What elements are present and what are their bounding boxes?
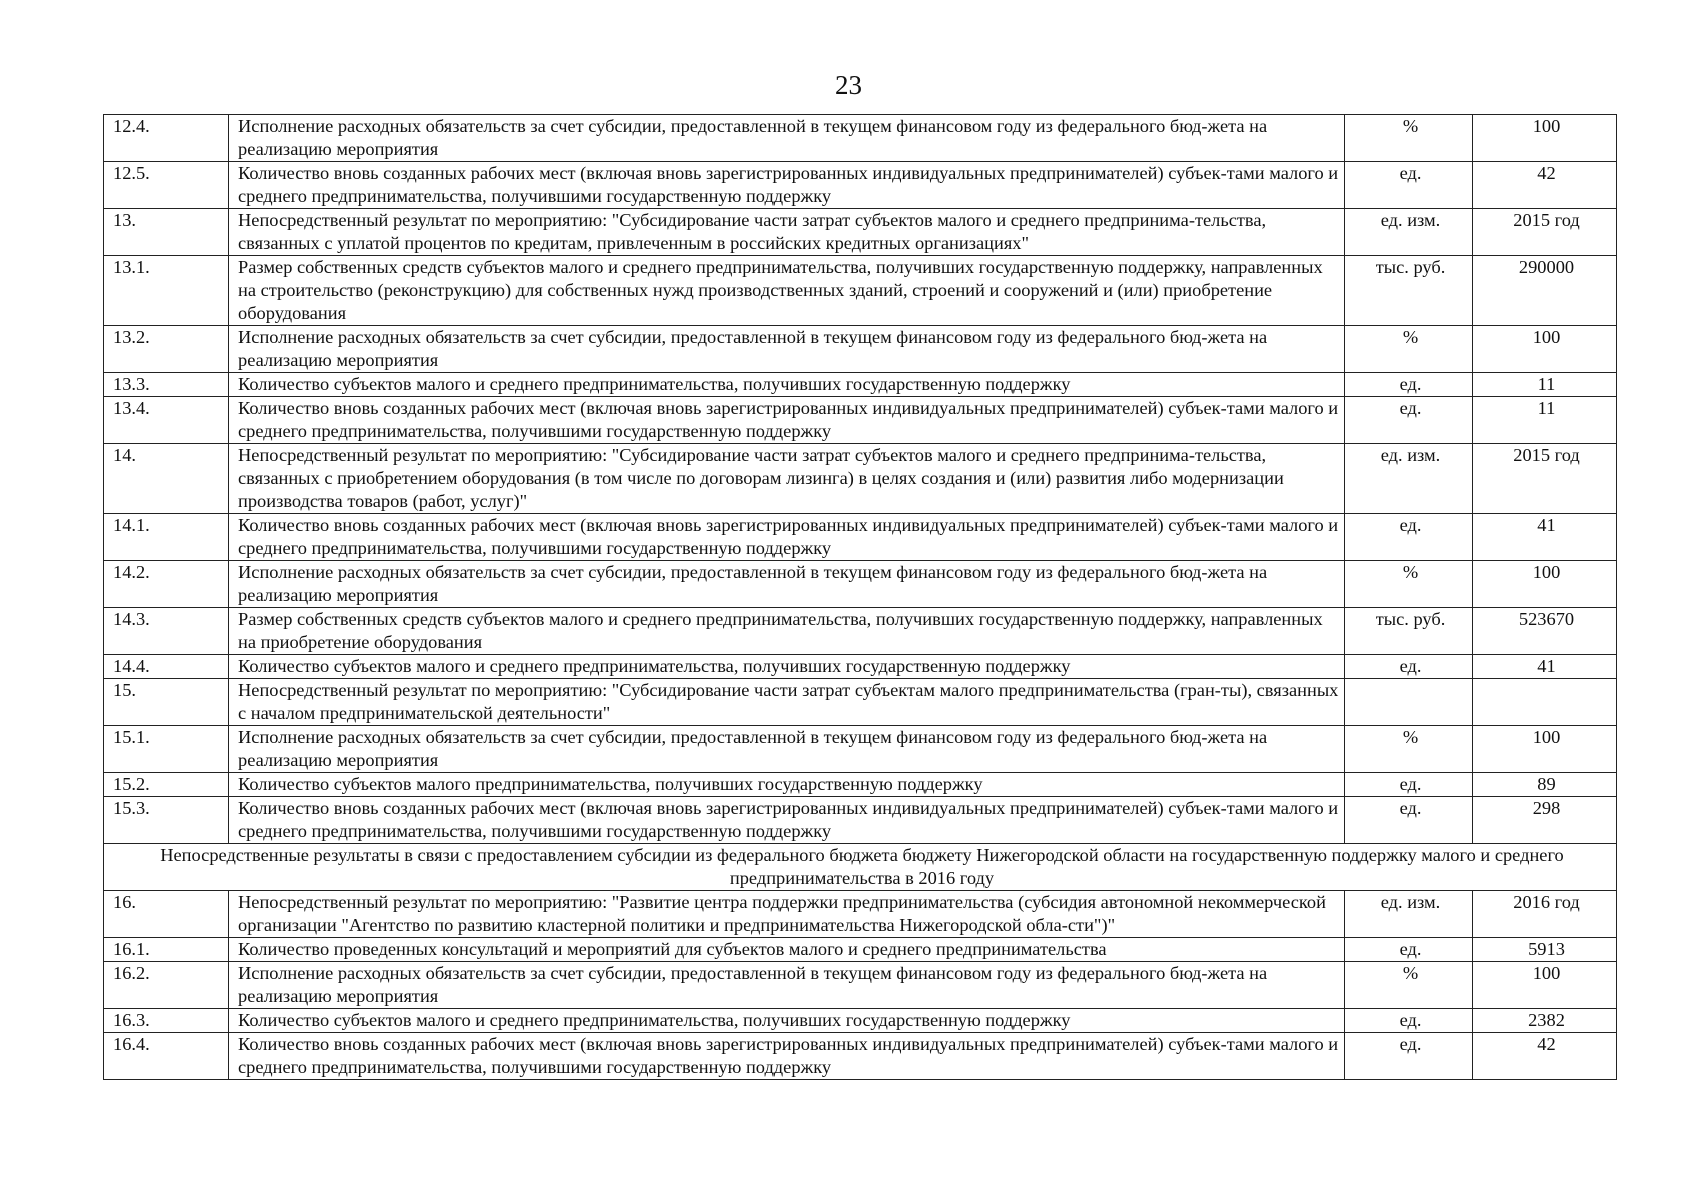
unit-cell: % <box>1345 962 1473 1009</box>
results-table-body <box>104 115 1617 1080</box>
value-cell: 11 <box>1473 397 1617 444</box>
row-number: 14.2. <box>104 561 229 608</box>
row-number: 16.4. <box>104 1033 229 1080</box>
table-row <box>104 326 1617 373</box>
page-number: 23 <box>835 70 862 100</box>
table-row <box>104 397 1617 444</box>
table-row <box>104 162 1617 209</box>
unit-cell: ед. <box>1345 655 1473 679</box>
value-cell: 100 <box>1473 561 1617 608</box>
unit-cell: ед. <box>1345 1033 1473 1080</box>
unit-cell: ед. изм. <box>1345 444 1473 514</box>
row-number: 14.1. <box>104 514 229 561</box>
results-table <box>103 114 1617 1080</box>
unit-cell: % <box>1345 115 1473 162</box>
unit-cell: ед. <box>1345 938 1473 962</box>
value-cell: 42 <box>1473 1033 1617 1080</box>
indicator-text: Исполнение расходных обязательств за счет субсидии, предоставленной в текущем финансовом году из федерального бюд-жета на реализацию мероприятия <box>229 561 1345 608</box>
indicator-text: Непосредственный результат по мероприятию: "Субсидирование части затрат субъектов малого и среднего предпринима-тельства, связанных с приобретением оборудования (в том числе по договорам лизинга) в целях создания и (или) развития либо модернизации производства товаров (работ, услуг)" <box>229 444 1345 514</box>
table-row <box>104 1033 1617 1080</box>
value-cell: 290000 <box>1473 256 1617 326</box>
indicator-text: Количество субъектов малого и среднего предпринимательства, получивших государственную поддержку <box>229 1009 1345 1033</box>
value-cell: 41 <box>1473 655 1617 679</box>
indicator-text: Исполнение расходных обязательств за счет субсидии, предоставленной в текущем финансовом году из федерального бюд-жета на реализацию мероприятия <box>229 962 1345 1009</box>
indicator-text: Размер собственных средств субъектов малого и среднего предпринимательства, получивших государственную поддержку, направленных на строительство (реконструкцию) для собственных нужд производственных зданий, строений и сооружений и (или) приобретение оборудования <box>229 256 1345 326</box>
table-row <box>104 773 1617 797</box>
row-number: 15.3. <box>104 797 229 844</box>
indicator-text: Непосредственный результат по мероприятию: "Субсидирование части затрат субъектов малого и среднего предпринима-тельства, связанных с уплатой процентов по кредитам, привлеченным в российских кредитных организациях" <box>229 209 1345 256</box>
section-header-row <box>104 844 1617 891</box>
table-row <box>104 891 1617 938</box>
row-number: 13.1. <box>104 256 229 326</box>
unit-cell: ед. <box>1345 773 1473 797</box>
row-number: 13.4. <box>104 397 229 444</box>
indicator-text: Количество субъектов малого предпринимательства, получивших государственную поддержку <box>229 773 1345 797</box>
row-number: 13.2. <box>104 326 229 373</box>
indicator-text: Количество проведенных консультаций и мероприятий для субъектов малого и среднего предпринимательства <box>229 938 1345 962</box>
table-row <box>104 514 1617 561</box>
value-cell: 2015 год <box>1473 209 1617 256</box>
row-number: 16.1. <box>104 938 229 962</box>
unit-cell: % <box>1345 326 1473 373</box>
value-cell <box>1473 679 1617 726</box>
value-cell: 41 <box>1473 514 1617 561</box>
indicator-text: Количество вновь созданных рабочих мест (включая вновь зарегистрированных индивидуальных предпринимателей) субъек-тами малого и среднего предпринимательства, получившими государственную поддержку <box>229 514 1345 561</box>
indicator-text: Количество вновь созданных рабочих мест (включая вновь зарегистрированных индивидуальных предпринимателей) субъек-тами малого и среднего предпринимательства, получившими государственную поддержку <box>229 1033 1345 1080</box>
table-row <box>104 561 1617 608</box>
row-number: 15.1. <box>104 726 229 773</box>
row-number: 15. <box>104 679 229 726</box>
row-number: 16.3. <box>104 1009 229 1033</box>
row-number: 12.4. <box>104 115 229 162</box>
row-number: 16.2. <box>104 962 229 1009</box>
table-row <box>104 608 1617 655</box>
indicator-text: Количество вновь созданных рабочих мест (включая вновь зарегистрированных индивидуальных предпринимателей) субъек-тами малого и среднего предпринимательства, получившими государственную поддержку <box>229 397 1345 444</box>
row-number: 13. <box>104 209 229 256</box>
indicator-text: Размер собственных средств субъектов малого и среднего предпринимательства, получивших государственную поддержку, направленных на приобретение оборудования <box>229 608 1345 655</box>
indicator-text: Непосредственный результат по мероприятию: "Субсидирование части затрат субъектам малого предпринимательства (гран-ты), связанных с началом предпринимательской деятельности" <box>229 679 1345 726</box>
indicator-text: Количество субъектов малого и среднего предпринимательства, получивших государственную поддержку <box>229 655 1345 679</box>
unit-cell: % <box>1345 561 1473 608</box>
indicator-text: Количество вновь созданных рабочих мест (включая вновь зарегистрированных индивидуальных предпринимателей) субъек-тами малого и среднего предпринимательства, получившими государственную поддержку <box>229 162 1345 209</box>
value-cell: 100 <box>1473 326 1617 373</box>
unit-cell <box>1345 679 1473 726</box>
row-number: 14. <box>104 444 229 514</box>
indicator-text: Количество вновь созданных рабочих мест (включая вновь зарегистрированных индивидуальных предпринимателей) субъек-тами малого и среднего предпринимательства, получившими государственную поддержку <box>229 797 1345 844</box>
unit-cell: ед. <box>1345 1009 1473 1033</box>
row-number: 12.5. <box>104 162 229 209</box>
table-row <box>104 1009 1617 1033</box>
value-cell: 523670 <box>1473 608 1617 655</box>
table-row <box>104 679 1617 726</box>
value-cell: 42 <box>1473 162 1617 209</box>
unit-cell: ед. <box>1345 397 1473 444</box>
indicator-text: Непосредственный результат по мероприятию: "Развитие центра поддержки предпринимательства (субсидия автономной некоммерческой организации "Агентство по развитию кластерной политики и предпринимательства Нижегородской обла-сти")" <box>229 891 1345 938</box>
unit-cell: тыс. руб. <box>1345 608 1473 655</box>
row-number: 16. <box>104 891 229 938</box>
table-row <box>104 726 1617 773</box>
value-cell: 298 <box>1473 797 1617 844</box>
indicator-text: Исполнение расходных обязательств за счет субсидии, предоставленной в текущем финансовом году из федерального бюд-жета на реализацию мероприятия <box>229 115 1345 162</box>
table-row <box>104 655 1617 679</box>
value-cell: 5913 <box>1473 938 1617 962</box>
value-cell: 11 <box>1473 373 1617 397</box>
value-cell: 89 <box>1473 773 1617 797</box>
unit-cell: % <box>1345 726 1473 773</box>
row-number: 13.3. <box>104 373 229 397</box>
unit-cell: тыс. руб. <box>1345 256 1473 326</box>
value-cell: 2016 год <box>1473 891 1617 938</box>
unit-cell: ед. <box>1345 373 1473 397</box>
table-row <box>104 115 1617 162</box>
indicator-text: Исполнение расходных обязательств за счет субсидии, предоставленной в текущем финансовом году из федерального бюд-жета на реализацию мероприятия <box>229 726 1345 773</box>
value-cell: 2382 <box>1473 1009 1617 1033</box>
unit-cell: ед. <box>1345 514 1473 561</box>
table-row <box>104 209 1617 256</box>
row-number: 15.2. <box>104 773 229 797</box>
unit-cell: ед. <box>1345 162 1473 209</box>
indicator-text: Количество субъектов малого и среднего предпринимательства, получивших государственную поддержку <box>229 373 1345 397</box>
value-cell: 100 <box>1473 726 1617 773</box>
table-row <box>104 962 1617 1009</box>
row-number: 14.3. <box>104 608 229 655</box>
table-row <box>104 256 1617 326</box>
unit-cell: ед. изм. <box>1345 209 1473 256</box>
unit-cell: ед. изм. <box>1345 891 1473 938</box>
indicator-text: Исполнение расходных обязательств за счет субсидии, предоставленной в текущем финансовом году из федерального бюд-жета на реализацию мероприятия <box>229 326 1345 373</box>
table-row <box>104 373 1617 397</box>
table-row <box>104 938 1617 962</box>
table-row <box>104 444 1617 514</box>
value-cell: 100 <box>1473 962 1617 1009</box>
row-number: 14.4. <box>104 655 229 679</box>
value-cell: 2015 год <box>1473 444 1617 514</box>
value-cell: 100 <box>1473 115 1617 162</box>
table-row <box>104 797 1617 844</box>
unit-cell: ед. <box>1345 797 1473 844</box>
section-title: Непосредственные результаты в связи с предоставлением субсидии из федерального бюджета бюджету Нижегородской области на государственную поддержку малого и среднего предпринимательства в 2016 году <box>104 844 1617 891</box>
